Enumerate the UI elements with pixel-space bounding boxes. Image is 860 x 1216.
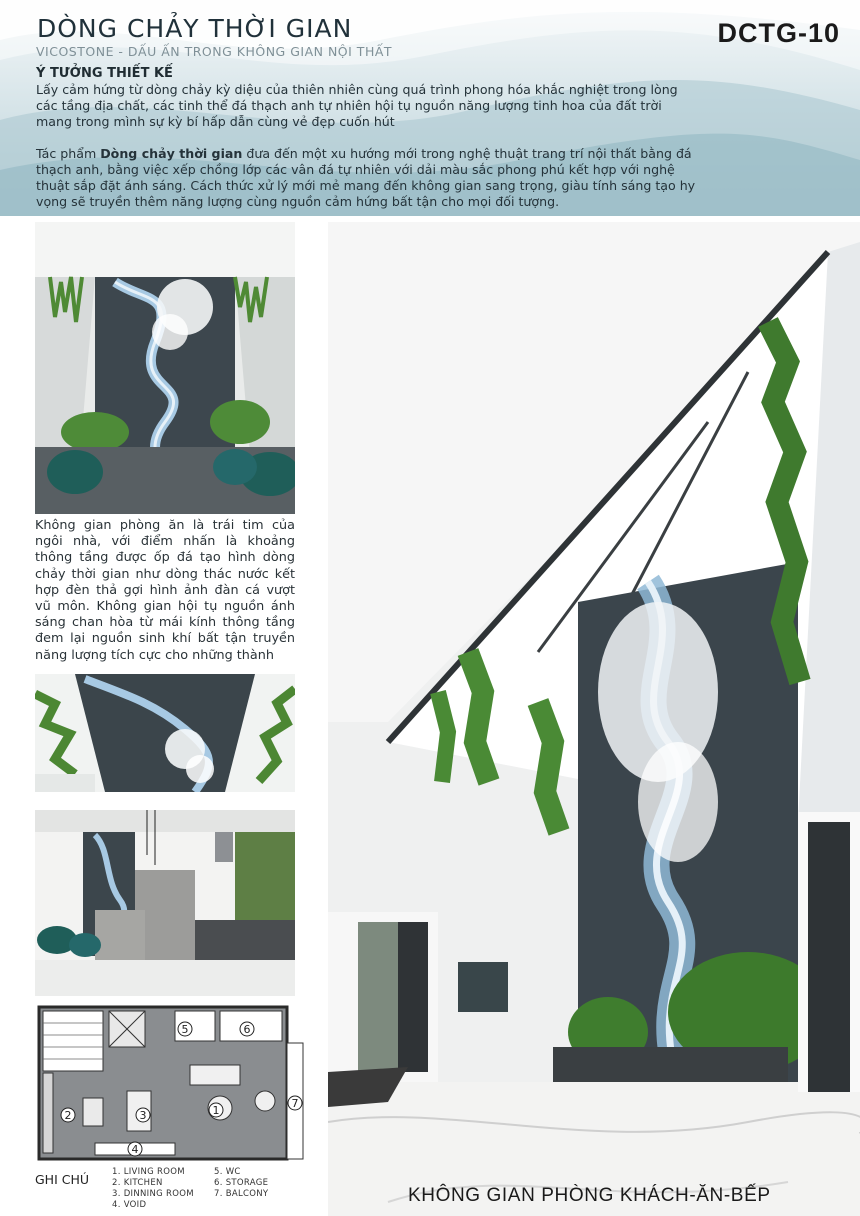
project-code: DCTG-10 [717, 18, 840, 48]
legend-item: 1. LIVING ROOM [112, 1167, 185, 1177]
page-title: DÒNG CHẢY THỜI GIAN [37, 14, 353, 43]
idea-paragraph-2 [36, 146, 696, 210]
legend-column-b [214, 1167, 268, 1200]
legend-item: 6. STORAGE [214, 1178, 269, 1188]
legend-label: GHI CHÚ [35, 1172, 90, 1187]
legend-column-a [112, 1167, 194, 1211]
dining-room-photo [35, 222, 295, 514]
plan-number: 7 [291, 1097, 299, 1110]
idea-paragraph-1: Lấy cảm hứng từ dòng chảy kỳ diệu của thiên nhiên cùng quá trình phong hóa khắc nghiệt trong lòng các tầng địa chất, các tinh thể đá thạch anh tự nhiên hội tụ nguồn năng lượng tinh hoa của đất trời mang trong mình sự kỳ bí hấp dẫn cùng vẻ đẹp cuốn hút [36, 82, 678, 129]
plan-number: 4 [131, 1143, 139, 1156]
legend-item: 4. VOID [112, 1200, 147, 1210]
paragraph2-prefix: Tác phẩm [36, 146, 101, 161]
plan-number: 5 [181, 1023, 189, 1036]
legend-item: 7. BALCONY [214, 1189, 269, 1199]
legend-item: 2. KITCHEN [112, 1178, 163, 1188]
idea-heading: Ý TƯỞNG THIẾT KẾ [36, 66, 173, 81]
floor-plan [35, 1003, 305, 1163]
description-text: Không gian phòng ăn là trái tim của ngôi nhà, với điểm nhấn là khoảng thông tầng được ốp đá tạo hình dòng chảy thời gian như dòng thác nước kết hợp đèn thả gợi hình ảnh đàn cá vượt vũ môn. Không gian hội tụ nguồn ánh sáng chan hòa từ mái kính thông tầng đem lại nguồn sinh khí bất tận truyền năng lượng tích cực cho những thành [35, 518, 295, 663]
legend-item: 3. DINNING ROOM [112, 1189, 194, 1199]
plan-number: 2 [64, 1109, 72, 1122]
plan-number: 3 [139, 1109, 147, 1122]
plan-number: 1 [212, 1104, 220, 1117]
legend-item: 5. WC [214, 1167, 241, 1177]
page-subtitle: VICOSTONE - DẤU ẤN TRONG KHÔNG GIAN NỘI THẤT [36, 44, 393, 59]
paragraph2-rest: đưa đến một xu hướng mới trong nghệ thuật trang trí nội thất bằng đá thạch anh, bằng việc xếp chồng lớp các vân đá tự nhiên với dải màu sắc phong phú kết hợp với nghệ thuật sắp đặt ánh sáng. Cách thức xử lý mới mẻ mang đến không gian sang trọng, giàu tính sáng tạo hy vọng sẽ truyền thêm năng lượng cùng nguồn cảm hứng bất tận cho mọi đối tượng. [36, 146, 696, 209]
paragraph2-bold: Dòng chảy thời gian [100, 146, 243, 161]
main-caption: KHÔNG GIAN PHÒNG KHÁCH-ĂN-BẾP [408, 1185, 771, 1206]
void-ceiling-photo [35, 674, 295, 792]
main-render-photo [328, 222, 860, 1216]
kitchen-photo [35, 810, 295, 996]
header-banner [0, 0, 860, 216]
plan-number: 6 [243, 1023, 251, 1036]
